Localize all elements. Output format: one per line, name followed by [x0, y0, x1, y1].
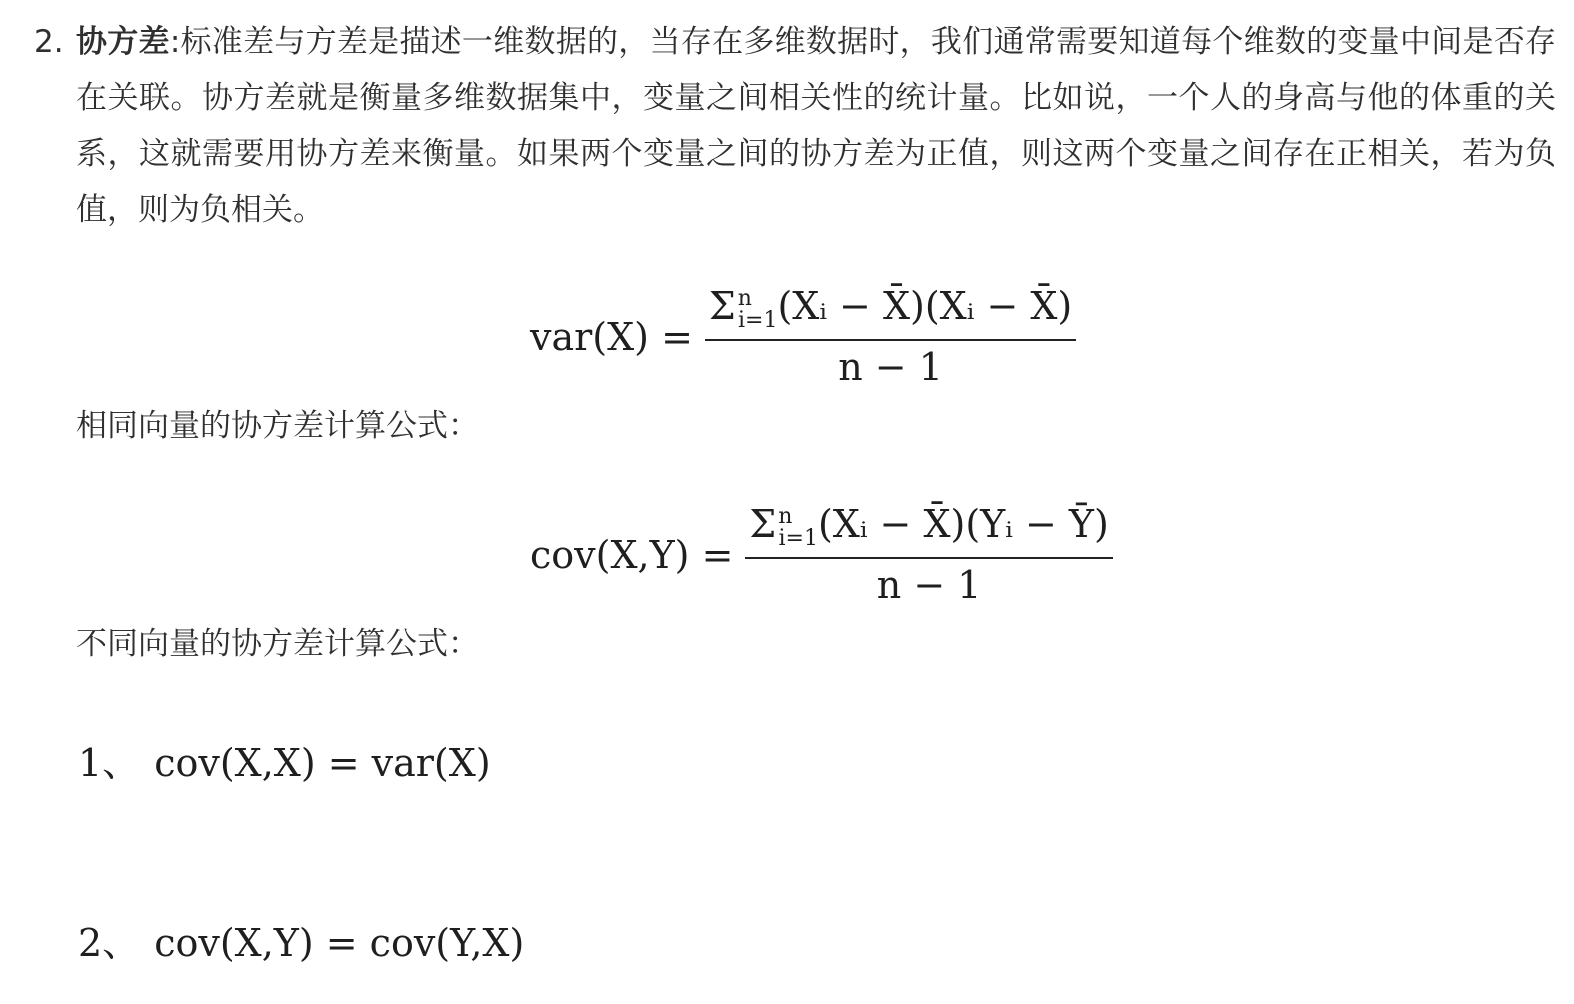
label-different-vector: 不同向量的协方差计算公式：	[76, 626, 479, 662]
sum-symbol: Σ	[708, 284, 736, 328]
covariance-formula	[530, 502, 1113, 607]
property-rule-1	[78, 732, 491, 787]
label-same-vector: 相同向量的协方差计算公式：	[76, 408, 479, 444]
covariance-denominator: n − 1	[876, 563, 982, 607]
variance-denominator: n − 1	[838, 345, 943, 389]
definition-paragraph	[34, 14, 1556, 238]
rule-formula: cov(X,X) = var(X)	[154, 741, 491, 785]
list-number: 2.	[34, 24, 64, 60]
rule-index: 2、	[78, 921, 141, 965]
term-covariance: 协方差	[76, 24, 170, 60]
rule-index: 1、	[78, 741, 141, 785]
covariance-numerator	[745, 502, 1112, 559]
variance-fraction	[705, 284, 1076, 389]
sum-upper-limit: n	[737, 286, 752, 311]
covariance-fraction	[745, 502, 1112, 607]
sum-upper-limit: n	[778, 504, 793, 529]
rule-formula: cov(X,Y) = cov(Y,X)	[154, 921, 525, 965]
variance-lhs: var(X) =	[530, 314, 693, 359]
property-rule-2	[78, 912, 524, 967]
variance-numerator-terms: (Xᵢ − X̄)(Xᵢ − X̄)	[777, 284, 1073, 328]
covariance-lhs: cov(X,Y) =	[530, 532, 734, 577]
sum-symbol: Σ	[749, 502, 777, 546]
term-colon: :	[169, 24, 181, 60]
sum-lower-limit: i=1	[737, 308, 778, 333]
sum-lower-limit: i=1	[778, 526, 818, 551]
paragraph-body	[76, 14, 1556, 238]
variance-numerator	[705, 284, 1076, 341]
variance-formula	[530, 284, 1076, 389]
covariance-numerator-terms: (Xᵢ − X̄)(Yᵢ − Ȳ)	[817, 502, 1109, 546]
paragraph-text: 标准差与方差是描述一维数据的，当存在多维数据时，我们通常需要知道每个维数的变量中间是否存在关联。协方差就是衡量多维数据集中，变量之间相关性的统计量。比如说，一个人的身高与他的体重的关系，这就需要用协方差来衡量。如果两个变量之间的协方差为正值，则这两个变量之间存在正相关，若为负值，则为负相关。	[76, 24, 1557, 228]
